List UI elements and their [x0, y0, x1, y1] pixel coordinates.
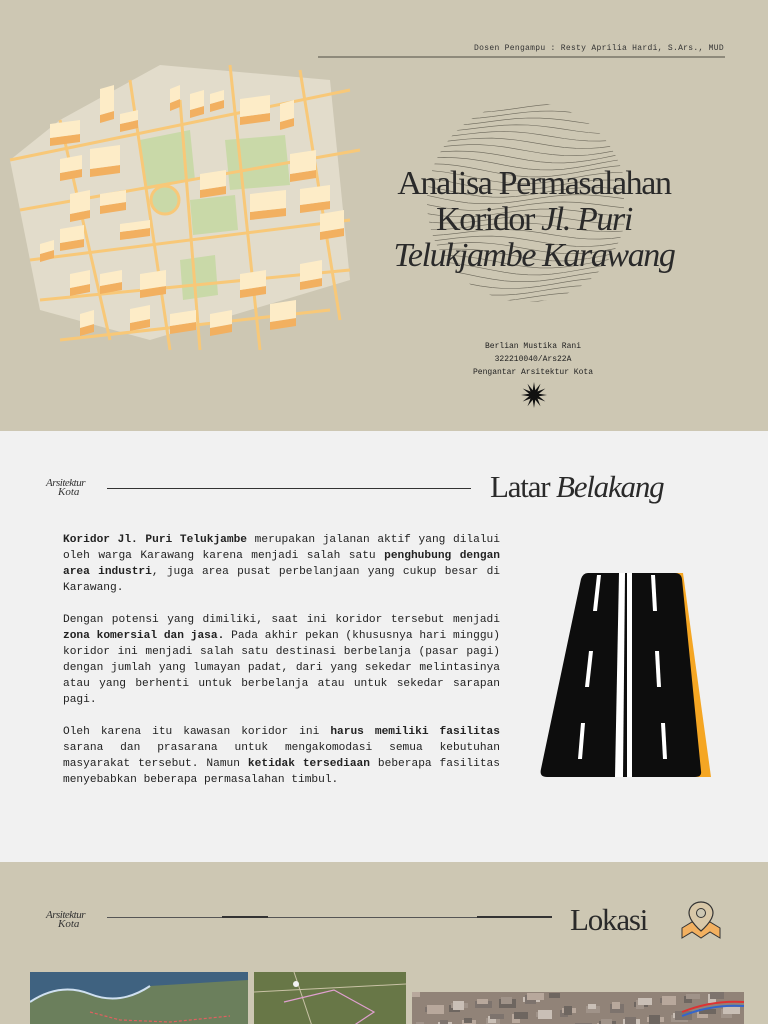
road-illustration	[535, 571, 715, 783]
contour-line	[420, 307, 624, 310]
page-title	[350, 166, 718, 274]
text-span: sarana dan prasarana untuk mengakomodasi semua kebutuhan masyarakat tersebut. Namun	[63, 742, 500, 770]
contour-line	[420, 104, 624, 112]
satellite-map-corridor	[412, 992, 744, 1024]
paragraph-1	[63, 532, 500, 596]
building-block	[90, 145, 120, 169]
rooftop	[440, 1020, 448, 1024]
title-line-3: Telukjambe Karawang	[393, 237, 675, 274]
bold-text: zona komersial dan jasa.	[63, 630, 225, 642]
text-span: Oleh karena itu kawasan koridor ini	[63, 726, 331, 738]
rooftop	[427, 1005, 444, 1014]
satellite-map-coast	[30, 972, 248, 1024]
section-heading: Lokasi	[570, 902, 648, 937]
rooftop	[501, 997, 512, 1004]
bold-text: Koridor Jl. Puri Telukjambe	[63, 534, 248, 546]
rooftop	[412, 992, 420, 997]
cover-section	[0, 0, 768, 431]
rooftop	[588, 1004, 596, 1009]
heading-latar: Latar	[490, 469, 550, 504]
title-line-1: Analisa Permasalahan	[397, 165, 671, 202]
text-span: Dengan potensi yang dimiliki, saat ini koridor tersebut menjadi	[63, 614, 500, 626]
text-span: merupakan jalanan aktif yang dilalui oleh warga Karawang karena menjadi salah satu	[63, 534, 500, 562]
rooftop	[649, 1015, 660, 1024]
isometric-city-map-illustration	[0, 60, 370, 360]
lecturer-credit: Dosen Pengampu : Resty Aprilia Hardi, S.Ars., MUD	[474, 44, 724, 53]
title-street-name: Jl. Puri	[541, 201, 632, 238]
rooftop	[723, 1007, 740, 1014]
park-area	[190, 195, 238, 235]
rooftop	[477, 999, 488, 1004]
logo-line-2: Kota	[58, 918, 80, 930]
text-span: , juga area pusat perbelanjaan yang cukup besar di Karawang.	[63, 566, 500, 594]
park-area	[180, 255, 218, 300]
rooftop	[686, 994, 700, 999]
arsitektur-kota-logo	[46, 479, 85, 497]
divider-accent	[222, 916, 268, 918]
text-span: Pada akhir pekan (khususnya hari minggu) koridor ini menjadi salah satu destinasi berbelanja (pasar pagi) dengan jumlah yang lumayan padat, dari yang sekedar melintasinya atau yang berhenti untuk berbelanja atau untuk sekedar sarapan pagi.	[63, 630, 500, 706]
starburst-icon	[520, 380, 548, 410]
building-block	[70, 190, 90, 214]
divider-accent	[477, 916, 552, 918]
section-divider	[107, 488, 471, 489]
bold-text: penghubung dengan area industri	[63, 550, 500, 578]
roundabout	[151, 186, 179, 214]
contour-line	[420, 111, 624, 119]
logo-line-2: Kota	[58, 486, 80, 498]
title-line-2	[350, 202, 718, 238]
rooftop	[514, 1012, 528, 1019]
bold-text: ketidak tersediaan	[247, 758, 370, 770]
paragraph-3	[63, 724, 500, 788]
author-nim: 322210040/Ars22A	[494, 355, 572, 364]
rooftop	[527, 993, 544, 1000]
title-koridor: Koridor	[436, 201, 534, 238]
contour-line	[420, 145, 624, 156]
heading-belakang: Belakang	[555, 469, 664, 504]
background-section	[0, 431, 768, 862]
rooftop	[638, 998, 652, 1005]
contour-line	[420, 300, 624, 308]
background-text	[63, 532, 500, 804]
location-section	[0, 862, 768, 1024]
rooftop	[538, 1010, 552, 1019]
rooftop	[710, 992, 724, 999]
rooftop	[464, 1018, 472, 1023]
logo-line-1: Arsitektur	[46, 477, 85, 489]
rooftop	[453, 1001, 464, 1010]
contour-line	[420, 151, 624, 163]
rooftop	[601, 1019, 612, 1024]
rooftop	[612, 1002, 620, 1009]
arsitektur-kota-logo	[46, 911, 85, 929]
park-area	[225, 135, 290, 190]
bold-text: harus memiliki fasilitas	[330, 726, 500, 738]
contour-line	[420, 138, 624, 148]
author-name: Berlian Mustika Rani	[484, 342, 581, 351]
logo-line-1: Arsitektur	[46, 909, 85, 921]
satellite-map-district	[254, 972, 406, 1024]
section-heading	[490, 469, 663, 505]
header-divider	[318, 56, 725, 58]
rooftop	[662, 996, 676, 1005]
rooftop	[564, 1006, 572, 1015]
course-name: Pengantar Arsitektur Kota	[472, 368, 594, 377]
map-pin-icon	[678, 900, 724, 940]
building-block	[100, 85, 114, 115]
rooftop	[490, 1014, 504, 1019]
contour-line	[420, 283, 624, 295]
rooftop	[549, 993, 560, 998]
paragraph-2	[63, 612, 500, 708]
text-span: beberapa fasilitas menyebabkan beberapa permasalahan timbul.	[63, 758, 500, 786]
author-block	[440, 340, 626, 379]
rooftop	[625, 1017, 636, 1024]
building-block	[290, 150, 316, 174]
